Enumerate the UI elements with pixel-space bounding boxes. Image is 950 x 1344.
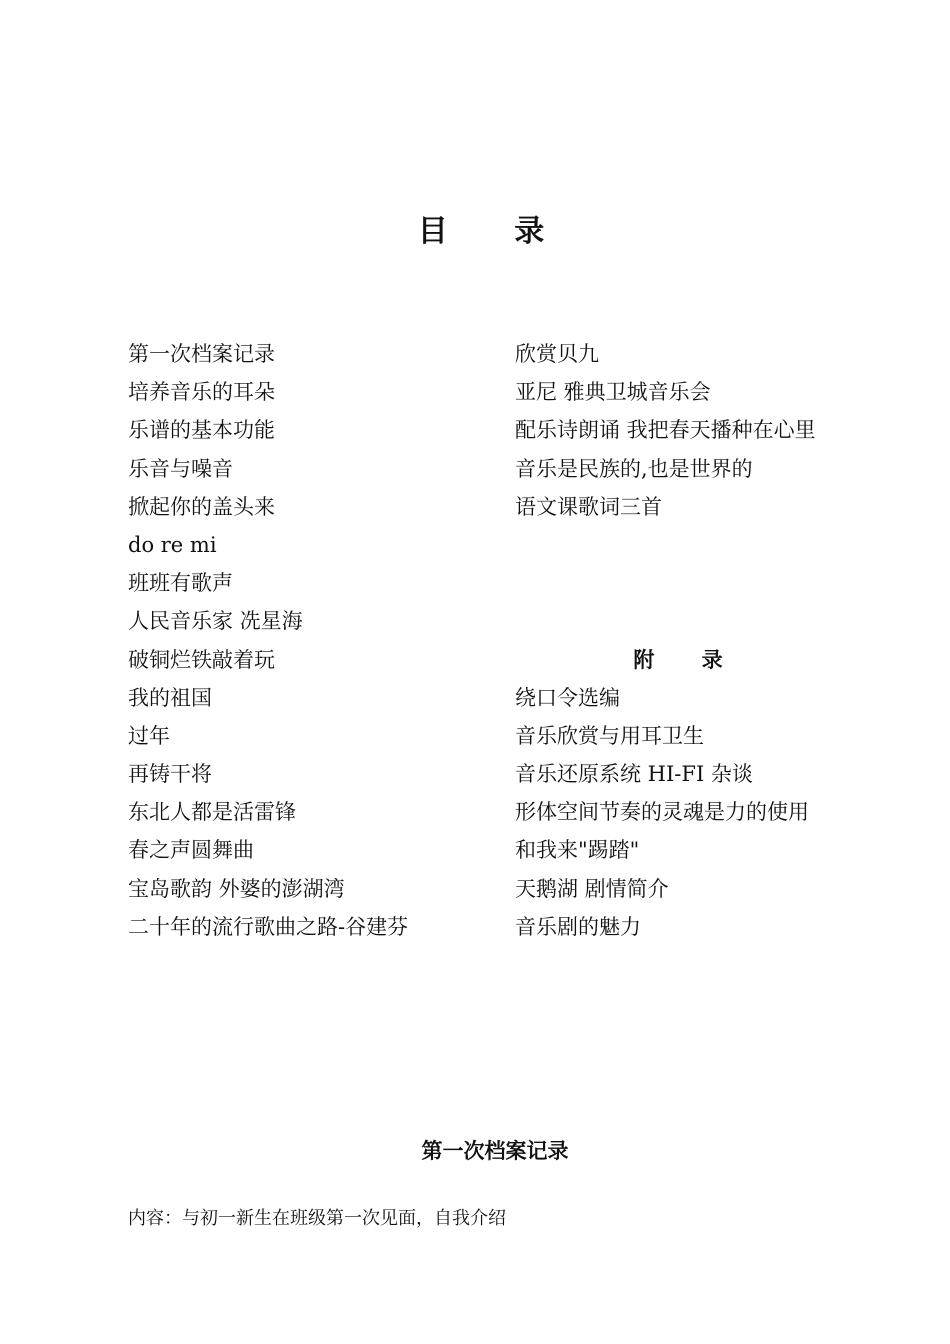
toc-item[interactable]: 过年 [128,723,170,748]
toc-item[interactable]: 乐音与噪音 [128,456,233,481]
toc-item[interactable]: 第一次档案记录 [128,342,275,366]
section-title: 第一次档案记录 [421,1138,569,1163]
section-content: 内容：与初一新生在班级第一次见面，自我介绍 [128,1208,506,1229]
toc-right-column [515,335,915,946]
toc-item[interactable]: 配乐诗朗诵 我把春天播种在心里 [515,418,816,443]
toc-title: 目 录 [417,214,573,249]
appendix-item[interactable]: 绕口令选编 [515,685,620,710]
toc-item[interactable]: do re mi [128,532,217,557]
toc-item[interactable]: 音乐是民族的,也是世界的 [515,456,753,481]
appendix-item[interactable]: 音乐剧的魅力 [515,914,641,939]
toc-item[interactable]: 二十年的流行歌曲之路-谷建芬 [128,914,409,939]
toc-item[interactable]: 破铜烂铁敲着玩 [128,647,275,672]
toc-item[interactable]: 欣赏贝九 [515,342,599,366]
toc-item[interactable]: 我的祖国 [128,685,212,710]
toc-item[interactable]: 班班有歌声 [128,571,233,596]
toc-item[interactable]: 人民音乐家 冼星海 [128,609,303,634]
toc-item[interactable]: 东北人都是活雷锋 [128,800,296,825]
toc-item[interactable]: 掀起你的盖头来 [128,494,275,519]
toc-item[interactable]: 乐谱的基本功能 [128,418,275,443]
appendix-item[interactable]: 和我来"踢踏" [515,838,640,863]
toc-item[interactable]: 春之声圆舞曲 [128,838,254,863]
appendix-item[interactable]: 音乐还原系统 HI-FI 杂谈 [515,762,753,787]
toc-item[interactable]: 培养音乐的耳朵 [128,380,275,405]
appendix-item[interactable]: 音乐欣赏与用耳卫生 [515,723,704,748]
toc-item[interactable]: 再铸干将 [128,762,212,787]
appendix-item[interactable]: 形体空间节奏的灵魂是力的使用 [515,800,809,825]
appendix-item[interactable]: 天鹅湖 剧情简介 [515,876,669,901]
toc-item[interactable]: 亚尼 雅典卫城音乐会 [515,380,711,405]
toc-item[interactable]: 语文课歌词三首 [515,494,662,519]
toc-item[interactable]: 宝岛歌韵 外婆的澎湖湾 [128,876,345,901]
appendix-heading: 附 录 [633,646,743,672]
toc-left-column [128,335,498,946]
toc-gap [515,526,915,641]
